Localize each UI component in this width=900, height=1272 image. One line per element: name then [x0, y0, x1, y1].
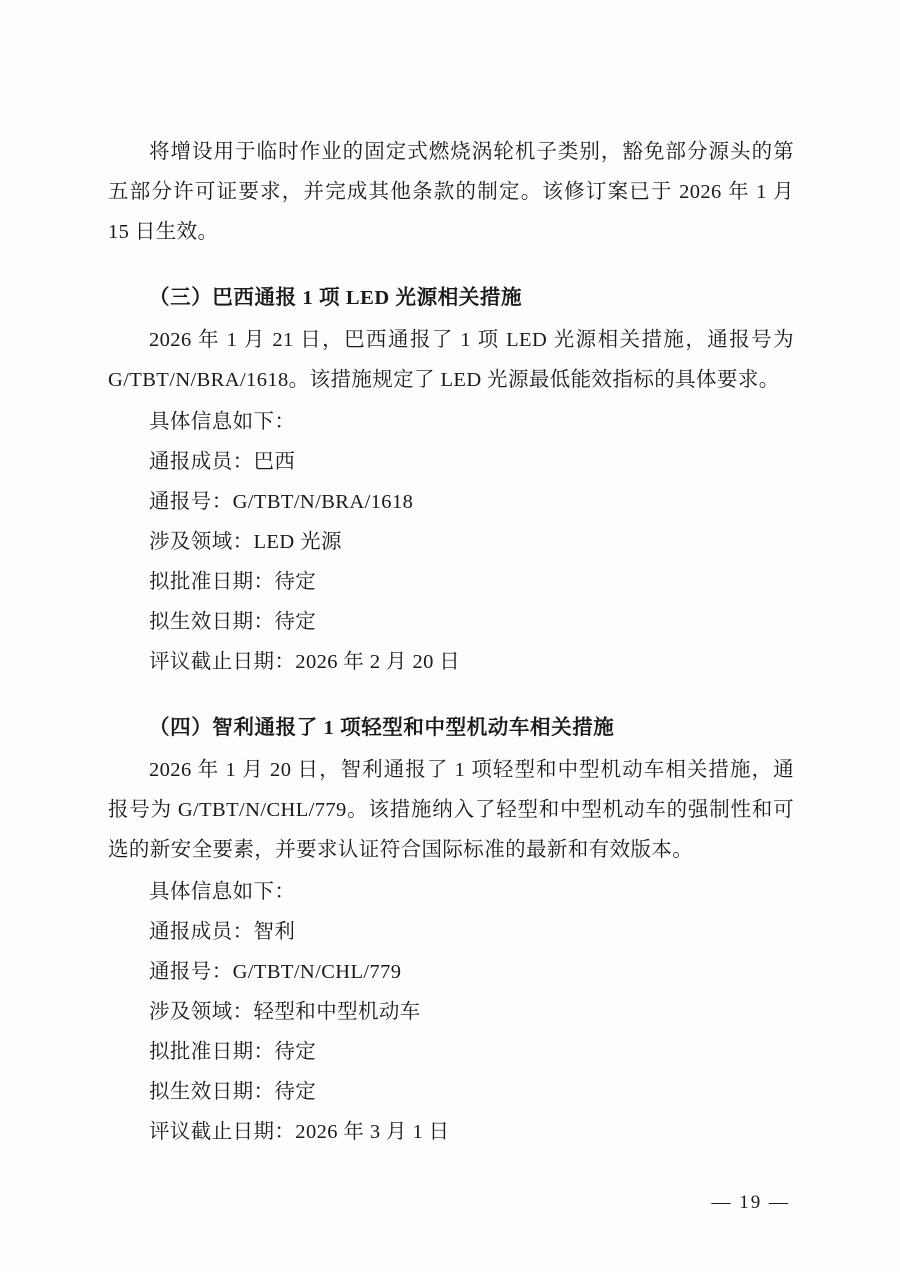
section-heading-chile: （四）智利通报了 1 项轻型和中型机动车相关措施	[149, 717, 615, 739]
detail-line-comment-deadline: 评议截止日期：2026 年 2 月 20 日	[149, 651, 461, 673]
document-body	[108, 132, 794, 1152]
section-heading-brazil: （三）巴西通报 1 项 LED 光源相关措施	[149, 287, 523, 309]
paragraph-intro-continuation: 将增设用于临时作业的固定式燃烧涡轮机子类别，豁免部分源头的第五部分许可证要求，并完成其他条款的制定。该修订案已于 2026 年 1 月 15 日生效。	[108, 141, 794, 243]
chile-details-list	[108, 872, 794, 1152]
detail-line-field: 涉及领域：LED 光源	[149, 531, 342, 553]
detail-line-member: 通报成员：巴西	[149, 451, 296, 473]
detail-line-effective-date: 拟生效日期：待定	[149, 611, 317, 633]
paragraph-brazil-summary: 2026 年 1 月 21 日，巴西通报了 1 项 LED 光源相关措施，通报号为 G/TBT/N/BRA/1618。该措施规定了 LED 光源最低能效指标的具体要求。	[108, 329, 794, 391]
paragraph-chile-summary: 2026 年 1 月 20 日，智利通报了 1 项轻型和中型机动车相关措施，通报号为 G/TBT/N/CHL/779。该措施纳入了轻型和中型机动车的强制性和可选的新安全要素，并要求认证符合国际标准的最新和有效版本。	[108, 759, 794, 861]
detail-line-intro-chile: 具体信息如下：	[149, 881, 296, 903]
detail-line-comment-deadline-chile: 评议截止日期：2026 年 3 月 1 日	[149, 1121, 450, 1143]
page-number: — 19 —	[711, 1192, 790, 1213]
brazil-details-list	[108, 402, 794, 682]
detail-line-notification-number-chile: 通报号：G/TBT/N/CHL/779	[149, 961, 402, 983]
detail-line-effective-date-chile: 拟生效日期：待定	[149, 1081, 317, 1103]
detail-line-member-chile: 通报成员：智利	[149, 921, 296, 943]
detail-line-approval-date: 拟批准日期：待定	[149, 571, 317, 593]
detail-line-approval-date-chile: 拟批准日期：待定	[149, 1041, 317, 1063]
detail-line-field-chile: 涉及领域：轻型和中型机动车	[149, 1001, 421, 1023]
detail-line-intro: 具体信息如下：	[149, 411, 296, 433]
detail-line-notification-number: 通报号：G/TBT/N/BRA/1618	[149, 491, 414, 513]
